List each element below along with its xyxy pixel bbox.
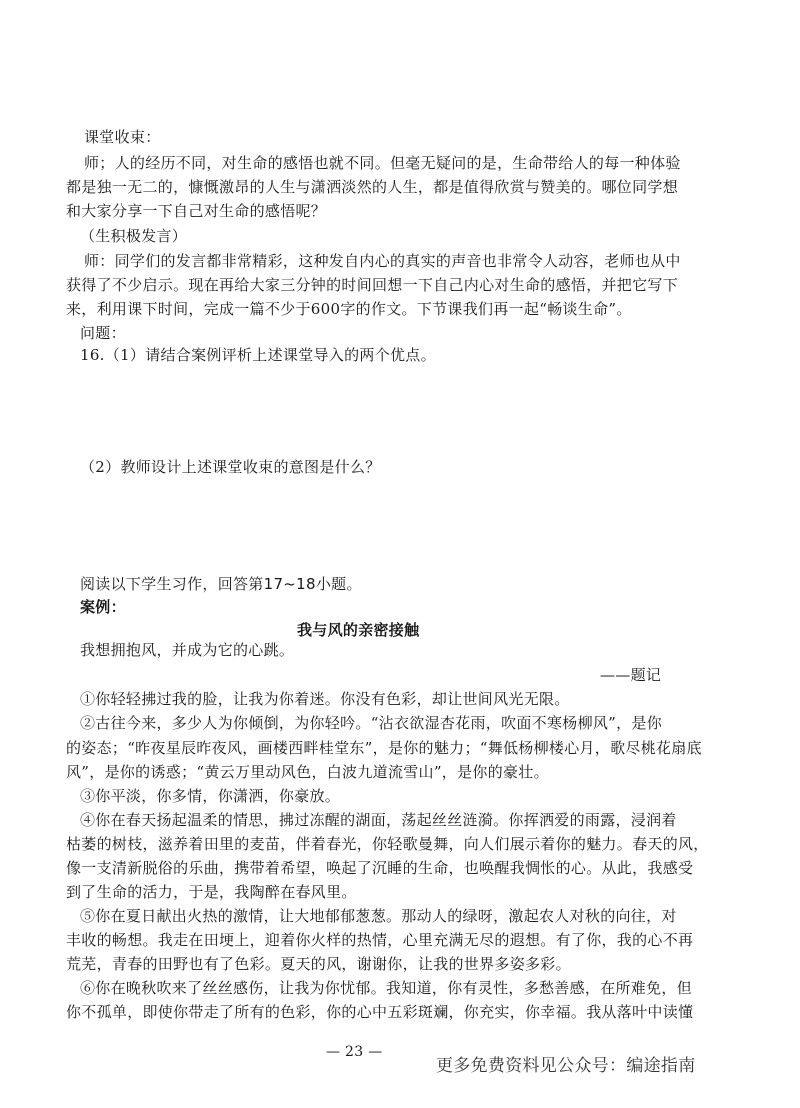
- paragraph-line: 都是独一无二的，慷慨激昂的人生与潇洒淡然的人生，都是值得欣赏与赞美的。哪位同学想: [66, 178, 679, 196]
- paragraph-line: 获得了不少启示。现在再给大家三分钟的时间回想一下自己内心对生命的感悟，并把它写下: [66, 276, 679, 294]
- essay-line: ①你轻轻拂过我的脸，让我为你着迷。你没有色彩，却让世间风光无限。: [80, 690, 570, 708]
- essay-line: 丰收的畅想。我走在田埂上，迎着你火样的热情，心里充满无尽的遐想。有了你，我的心不再: [66, 931, 694, 949]
- essay-line: ③你平淡，你多情，你潇洒，你豪放。: [80, 787, 341, 805]
- essay-line: 到了生命的活力，于是，我陶醉在春风里。: [66, 883, 357, 901]
- essay-line: 像一支清新脱俗的乐曲，携带着希望，唤起了沉睡的生命，也唤醒我惆怅的心。从此，我感受: [66, 859, 694, 877]
- epigraph: 我想拥抱风，并成为它的心跳。: [80, 641, 295, 659]
- essay-line: ⑤你在夏日献出火热的激情，让大地郁郁葱葱。那动人的绿呀，激起农人对秋的向往，对: [80, 907, 677, 925]
- essay-line: 的姿态；“昨夜星辰昨夜风，画楼西畔桂堂东”，是你的魅力；“舞低杨柳楼心月，歌尽桃花扇底: [66, 739, 702, 757]
- paragraph-line: 师：同学们的发言都非常精彩，这种发自内心的真实的声音也非常令人动容，老师也从中: [84, 252, 681, 270]
- footer-note: 更多免费资料见公众号：编途指南: [436, 1056, 696, 1076]
- essay-title: 我与风的亲密接触: [297, 621, 420, 639]
- essay-line: 枯萎的树枝，滋养着田里的麦苗，伴着春光，你轻歌曼舞，向人们展示着你的魅力。春天的风，: [66, 835, 709, 853]
- case-label: 案例：: [80, 598, 126, 616]
- page-number: — 23 —: [326, 1044, 383, 1060]
- epigraph-attribution: ——题记: [600, 666, 662, 684]
- essay-line: 荒芜，青春的田野也有了色彩。夏天的风，谢谢你，让我的世界多姿多彩。: [66, 955, 571, 973]
- essay-line: ④你在春天扬起温柔的情思，拂过冻醒的湖面，荡起丝丝涟漪。你挥洒爱的雨露，浸润着: [80, 811, 677, 829]
- questions-heading: 问题：: [80, 324, 126, 342]
- question-16-1: 16.（1）请结合案例评析上述课堂导入的两个优点。: [80, 346, 436, 364]
- paragraph-line: 师；人的经历不同，对生命的感悟也就不同。但毫无疑问的是，生命带给人的每一种体验: [84, 154, 681, 172]
- question-16-2: （2）教师设计上述课堂收束的意图是什么？: [80, 458, 381, 476]
- section-heading: 课堂收束：: [84, 128, 161, 146]
- reading-intro: 阅读以下学生习作，回答第17~18小题。: [80, 575, 362, 593]
- essay-line: 你不孤单，即使你带走了所有的色彩，你的心中五彩斑斓，你充实，你幸福。我从落叶中读懂: [66, 1003, 694, 1021]
- paragraph-line: 来，利用课下时间，完成一篇不少于600字的作文。下节课我们再一起“畅谈生命”。: [66, 300, 632, 318]
- paragraph-line: 和大家分享一下自己对生命的感悟呢？: [66, 202, 327, 220]
- essay-line: ②古往今来，多少人为你倾倒，为你轻吟。“沾衣欲湿杏花雨，吹面不寒杨柳风”，是你: [80, 714, 663, 732]
- essay-line: ⑥你在晚秋吹来了丝丝感伤，让我为你忧郁。我知道，你有灵性，多愁善感，在所难免，但: [80, 979, 693, 997]
- stage-direction: （生积极发言）: [80, 227, 188, 245]
- essay-line: 风”，是你的诱惑；“黄云万里动风色，白波九道流雪山”，是你的豪壮。: [66, 763, 549, 781]
